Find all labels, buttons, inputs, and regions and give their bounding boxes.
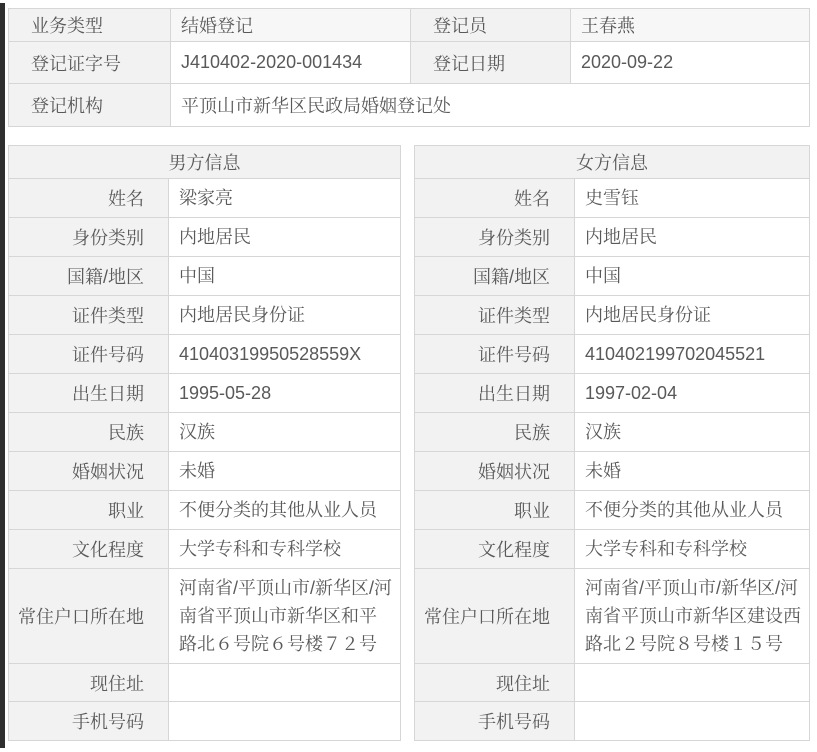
field-label: 出生日期 — [415, 374, 575, 412]
table-row — [415, 491, 809, 530]
field-label: 出生日期 — [9, 374, 169, 412]
field-value — [169, 702, 400, 740]
business-type-label: 业务类型 — [9, 9, 171, 41]
table-row — [9, 335, 400, 374]
field-value: 汉族 — [169, 413, 400, 451]
registrar-value: 王春燕 — [571, 9, 809, 41]
field-value: 内地居民身份证 — [169, 296, 400, 334]
table-row — [415, 530, 809, 569]
table-row — [415, 664, 809, 702]
field-label: 现住址 — [415, 664, 575, 701]
field-label: 身份类别 — [9, 218, 169, 256]
field-value: 汉族 — [575, 413, 809, 451]
field-label: 手机号码 — [415, 702, 575, 740]
field-label: 证件类型 — [415, 296, 575, 334]
field-value: 中国 — [575, 257, 809, 295]
table-row — [9, 569, 400, 664]
registration-summary-table — [8, 8, 810, 127]
field-value: 1995-05-28 — [169, 374, 400, 412]
field-label: 姓名 — [415, 179, 575, 217]
field-value — [575, 664, 809, 701]
register-date-label: 登记日期 — [411, 42, 571, 83]
field-label: 常住户口所在地 — [415, 569, 575, 663]
field-value: 河南省/平顶山市/新华区/河南省平顶山市新华区和平路北６号院６号楼７２号 — [169, 569, 400, 663]
certificate-no-label: 登记证字号 — [9, 42, 171, 83]
field-value: 河南省/平顶山市/新华区/河南省平顶山市新华区建设西路北２号院８号楼１５号 — [575, 569, 809, 663]
field-value — [169, 664, 400, 701]
registrar-label: 登记员 — [411, 9, 571, 41]
field-value: 史雪钰 — [575, 179, 809, 217]
table-row — [9, 413, 400, 452]
table-row — [415, 569, 809, 664]
register-date-value: 2020-09-22 — [571, 42, 809, 83]
table-row — [9, 702, 400, 740]
field-value: 内地居民身份证 — [575, 296, 809, 334]
table-row — [9, 664, 400, 702]
table-row — [415, 296, 809, 335]
field-label: 国籍/地区 — [415, 257, 575, 295]
table-row — [9, 530, 400, 569]
table-row — [9, 296, 400, 335]
table-row — [9, 374, 400, 413]
field-value: 中国 — [169, 257, 400, 295]
table-row — [9, 257, 400, 296]
field-label: 手机号码 — [9, 702, 169, 740]
table-row — [9, 491, 400, 530]
table-row — [9, 452, 400, 491]
female-table-title: 女方信息 — [415, 146, 809, 179]
field-label: 文化程度 — [9, 530, 169, 568]
table-row — [415, 257, 809, 296]
table-row — [9, 218, 400, 257]
field-label: 现住址 — [9, 664, 169, 701]
male-table-title: 男方信息 — [9, 146, 400, 179]
field-label: 姓名 — [9, 179, 169, 217]
field-label: 证件类型 — [9, 296, 169, 334]
field-label: 身份类别 — [415, 218, 575, 256]
field-value: 41040319950528559X — [169, 335, 400, 373]
field-label: 民族 — [415, 413, 575, 451]
business-type-value: 结婚登记 — [171, 9, 411, 41]
field-value: 410402199702045521 — [575, 335, 809, 373]
field-value — [575, 702, 809, 740]
field-value: 大学专科和专科学校 — [575, 530, 809, 568]
field-value: 未婚 — [575, 452, 809, 490]
table-row — [415, 702, 809, 740]
table-row — [415, 335, 809, 374]
table-row — [9, 42, 809, 84]
field-label: 国籍/地区 — [9, 257, 169, 295]
field-label: 婚姻状况 — [415, 452, 575, 490]
field-value: 1997-02-04 — [575, 374, 809, 412]
field-label: 职业 — [9, 491, 169, 529]
table-row — [415, 218, 809, 257]
field-value: 不便分类的其他从业人员 — [575, 491, 809, 529]
field-value: 梁家亮 — [169, 179, 400, 217]
field-value: 内地居民 — [169, 218, 400, 256]
field-label: 证件号码 — [415, 335, 575, 373]
field-label: 民族 — [9, 413, 169, 451]
table-row — [415, 374, 809, 413]
field-label: 婚姻状况 — [9, 452, 169, 490]
field-label: 文化程度 — [415, 530, 575, 568]
male-info-table — [8, 145, 401, 741]
agency-value: 平顶山市新华区民政局婚姻登记处 — [171, 84, 809, 126]
field-label: 职业 — [415, 491, 575, 529]
agency-label: 登记机构 — [9, 84, 171, 126]
table-row — [415, 452, 809, 491]
table-row — [9, 84, 809, 126]
table-row — [415, 179, 809, 218]
field-value: 大学专科和专科学校 — [169, 530, 400, 568]
table-row — [415, 413, 809, 452]
field-value: 内地居民 — [575, 218, 809, 256]
field-label: 证件号码 — [9, 335, 169, 373]
window-edge-strip — [0, 3, 5, 748]
table-row — [9, 9, 809, 42]
female-info-table — [414, 145, 810, 741]
field-value: 未婚 — [169, 452, 400, 490]
certificate-no-value: J410402-2020-001434 — [171, 42, 411, 83]
table-row — [9, 179, 400, 218]
field-label: 常住户口所在地 — [9, 569, 169, 663]
field-value: 不便分类的其他从业人员 — [169, 491, 400, 529]
